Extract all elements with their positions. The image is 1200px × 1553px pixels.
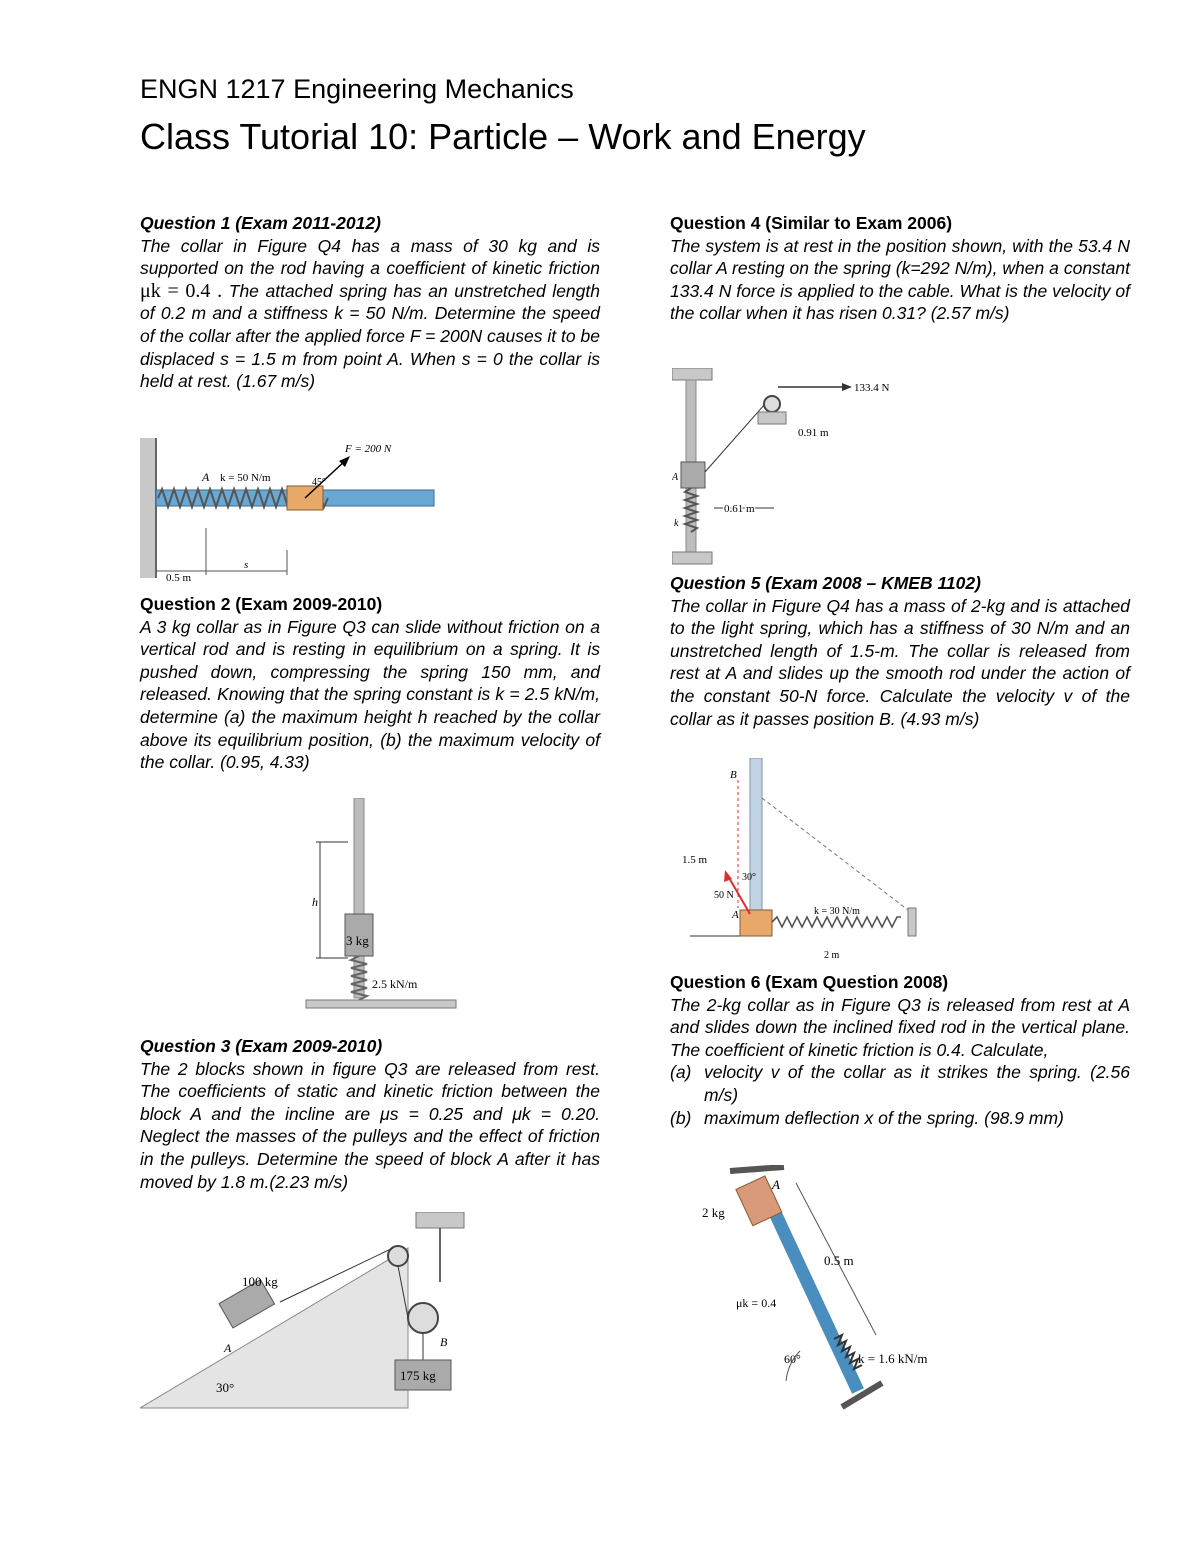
figure-q1 [140, 438, 440, 583]
vertical-rod [354, 798, 364, 998]
question-6-text: The 2-kg collar as in Figure Q3 is released from rest at A and slides down the inclined fixed rod in the vertical plane. The coefficient of kinetic friction is 0.4. Calculate, [670, 994, 1130, 1060]
top-support [672, 368, 712, 380]
item-b-text: maximum deflection x of the spring. (98.9 mm) [704, 1107, 1064, 1128]
figure-q2 [300, 798, 460, 1018]
angle-label: 60° [784, 1352, 801, 1366]
question-6-title: Question 6 (Exam Question 2008) [670, 972, 949, 992]
question-3 [140, 1035, 600, 1193]
k-label: k [674, 518, 679, 529]
distance-label: 0.5 m [166, 572, 192, 583]
collar [681, 462, 705, 488]
question-3-text: The 2 blocks shown in figure Q3 are released from rest. The coefficients of static and kinetic friction between the block A and the incline are μs = 0.25 and μk = 0.20. Neglect the masses of the pulleys and the effect of friction in the pulleys. Determine the speed of block A after it has moved by 1.8 m.(2.23 m/s) [140, 1058, 600, 1192]
mass-label: 3 kg [346, 933, 369, 948]
question-2-title: Question 2 (Exam 2009-2010) [140, 594, 383, 614]
question-4-title: Question 4 (Similar to Exam 2006) [670, 213, 953, 233]
ground [306, 1000, 456, 1008]
spring-dashed [762, 798, 908, 910]
figure-q4 [672, 368, 912, 568]
figure-q3 [140, 1212, 480, 1412]
inclined-rod [762, 1185, 858, 1391]
point-a-label: A [732, 909, 739, 921]
block-a-label: A [224, 1341, 232, 1355]
course-title: ENGN 1217 Engineering Mechanics [140, 74, 574, 104]
page-title: Class Tutorial 10: Particle – Work and Energy [140, 116, 866, 157]
spring [351, 956, 367, 1000]
angle-label: 30° [216, 1380, 235, 1395]
spring [772, 917, 901, 927]
block-b-label: B [440, 1335, 448, 1349]
force-label: 133.4 N [854, 382, 890, 394]
question-1-body-b: The attached spring has an unstretched length of 0.2 m and a stiffness k = 50 N/m. Determine the speed of the collar after the applied force F = 200N causes it to be displaced s = 1.5 m from point A. When s = 0 the collar is held at rest. (1.67 m/s) [140, 280, 600, 392]
ceiling-support [416, 1212, 464, 1228]
vertical-dist-label: 0.91 m [798, 427, 829, 439]
incline [140, 1248, 408, 1408]
height-label: 1.5 m [682, 854, 708, 866]
h-label: h [312, 895, 318, 909]
question-2 [140, 593, 600, 774]
figure-q5 [680, 758, 920, 964]
angle-label: 30° [742, 872, 756, 883]
s-label: s [244, 559, 249, 571]
pulley [764, 396, 780, 412]
wall [908, 908, 916, 936]
question-1-mu: μk = 0.4 . [140, 279, 223, 302]
item-a-text: velocity v of the collar as it strikes the spring. (2.56 m/s) [704, 1062, 1130, 1105]
question-1-body-a: The collar in Figure Q4 has a mass of 30 kg and is supported on the rod having a coefficient of kinetic friction [140, 235, 600, 279]
point-b-label: B [730, 769, 737, 781]
point-a-label: A [672, 472, 679, 483]
pulley-mount [758, 412, 786, 424]
angle-label: 45° [312, 477, 326, 488]
force-label: F = 200 N [345, 443, 392, 455]
question-1-title: Question 1 (Exam 2011-2012) [140, 213, 381, 233]
figure-q6 [700, 1165, 960, 1415]
question-4-text: The system is at rest in the position shown, with the 53.4 N collar A resting on the spring (k=292 N/m), when a constant 133.4 N force is applied to the cable. What is the velocity of the collar when it has risen 0.31? (2.57 m/s) [670, 235, 1130, 324]
collar [740, 910, 772, 936]
distance-label: 0.5 m [824, 1253, 854, 1268]
spring-label: 2.5 kN/m [372, 977, 418, 991]
spring-label: k = 30 N/m [814, 906, 860, 917]
wall [140, 438, 156, 578]
mass-label: 2 kg [702, 1205, 725, 1220]
ground [672, 552, 712, 564]
block-a-mass: 100 kg [242, 1274, 278, 1289]
spring-label: k = 1.6 kN/m [858, 1351, 928, 1366]
question-6-item-b [670, 1107, 1130, 1130]
width-label: 2 m [824, 950, 840, 961]
vertical-rod [750, 758, 762, 936]
item-a-tag: (a) [670, 1062, 692, 1083]
question-6-item-a [670, 1061, 1130, 1106]
question-2-text: A 3 kg collar as in Figure Q3 can slide without friction on a vertical rod and is resting in equilibrium on a spring. It is pushed down, compressing the spring 150 mm, and released. Knowing that the spring constant is k = 2.5 kN/m, determine (a) the maximum height h reached by the collar above its equilibrium position, (b) the maximum velocity of the collar. (0.95, 4.33) [140, 616, 600, 773]
force-label: 50 N [714, 890, 734, 901]
horizontal-dist-label: 0.61 m [724, 503, 755, 515]
item-b-tag: (b) [670, 1107, 692, 1128]
spring-label: k = 50 N/m [220, 472, 271, 484]
point-a-label: A [772, 1177, 780, 1192]
question-5 [670, 572, 1130, 730]
question-1 [140, 212, 600, 393]
question-6 [670, 971, 1130, 1129]
block-b-mass: 175 kg [400, 1368, 436, 1383]
top-support [730, 1167, 784, 1171]
hanging-pulley [408, 1303, 438, 1333]
question-5-text: The collar in Figure Q4 has a mass of 2-kg and is attached to the light spring, which has a stiffness of 30 N/m and an unstretched length of 1.5-m. The collar is released from rest at A and slides up the smooth rod under the action of the constant 50-N force. Calculate the velocity v of the collar as it passes position B. (4.93 m/s) [670, 595, 1130, 729]
question-4 [670, 212, 1130, 325]
question-5-title: Question 5 (Exam 2008 – KMEB 1102) [670, 573, 981, 593]
question-1-text [140, 235, 600, 393]
friction-label: μk = 0.4 [736, 1296, 777, 1310]
question-3-title: Question 3 (Exam 2009-2010) [140, 1036, 383, 1056]
point-a-label: A [202, 470, 210, 484]
